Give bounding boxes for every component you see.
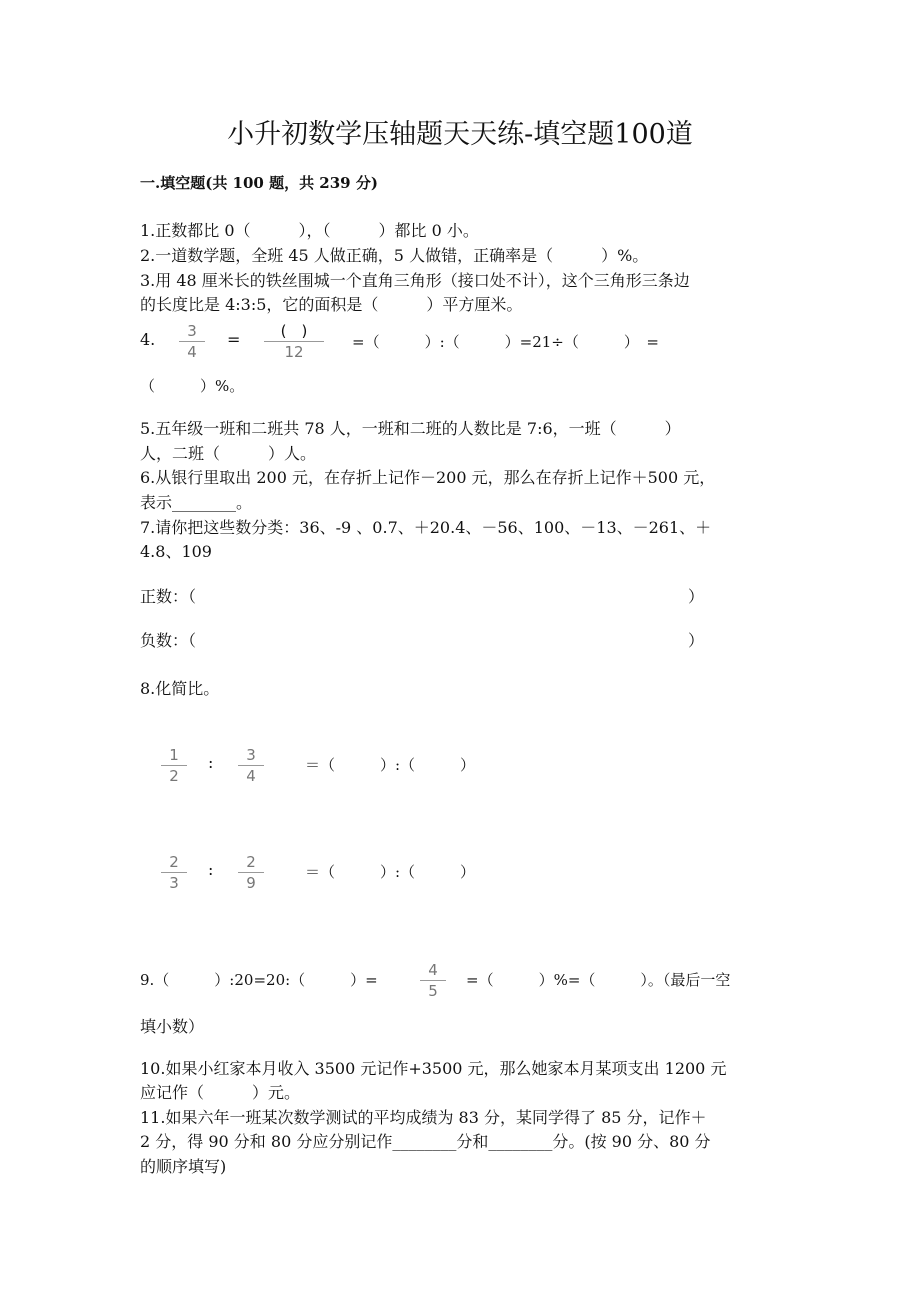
question-11-line-2: 2 分，得 90 分和 80 分应分别记作________分和________分。(按 90 分、80 分 [140, 1132, 711, 1151]
question-7-line-2: 4.8、109 [140, 542, 212, 561]
ratio-colon: : [208, 753, 214, 772]
page-title: 小升初数学压轴题天天练-填空题100道 [227, 119, 693, 150]
numerator: 1 [169, 746, 179, 764]
ratio-answer-2: ＝（ ）:（ ） [305, 863, 476, 881]
fraction-2-9 [236, 853, 266, 892]
numerator: ( ) [280, 322, 308, 340]
denominator: 3 [169, 874, 179, 892]
numerator: 4 [428, 961, 438, 979]
denominator: 4 [187, 343, 197, 361]
fraction-bar [264, 341, 324, 342]
question-6-line-1: 6.从银行里取出 200 元，在存折上记作－200 元，那么在存折上记作＋500 元， [140, 468, 716, 487]
denominator: 2 [169, 767, 179, 785]
fraction-1-2 [159, 746, 189, 785]
fraction-bar [238, 872, 264, 873]
question-4-rest: =（ ）:（ ）=21÷（ ） = [352, 333, 659, 351]
denominator: 5 [428, 982, 438, 1000]
equals-sign: = [227, 330, 241, 349]
denominator: 9 [246, 874, 256, 892]
numerator: 3 [187, 322, 197, 340]
fraction-3-4 [236, 746, 266, 785]
question-1: 1.正数都比 0（ ），（ ）都比 0 小。 [140, 221, 479, 240]
ratio-answer-1: ＝（ ）:（ ） [305, 756, 476, 774]
question-10-line-2: 应记作（ ）元。 [140, 1083, 301, 1102]
fraction-bar [179, 341, 205, 342]
question-10-line-1: 10.如果小红家本月收入 3500 元记作+3500 元，那么她家本月某项支出 1200 元 [140, 1059, 727, 1078]
positive-close: ） [688, 587, 705, 606]
question-9-right: =（ ）%=（ ）。（最后一空 [466, 971, 731, 989]
negative-label: 负数：（ [140, 631, 197, 650]
denominator: 12 [284, 343, 304, 361]
question-4-number: 4. [140, 330, 156, 349]
fraction-3-4 [177, 322, 207, 361]
question-6-line-2: 表示________。 [140, 493, 253, 512]
numerator: 3 [246, 746, 256, 764]
ratio-colon: : [208, 860, 214, 879]
fraction-bar [161, 765, 187, 766]
question-7-line-1: 7.请你把这些数分类：36、-9 、0.7、＋20.4、－56、100、－13、－261、＋ [140, 518, 712, 537]
denominator: 4 [246, 767, 256, 785]
fraction-bar [161, 872, 187, 873]
numerator: 2 [246, 853, 256, 871]
question-5-line-2: 人，二班（ ）人。 [140, 444, 317, 463]
question-3-line-1: 3.用 48 厘米长的铁丝围城一个直角三角形（接口处不计），这个三角形三条边 [140, 271, 690, 290]
question-5-line-1: 5.五年级一班和二班共 78 人，一班和二班的人数比是 7:6，一班（ ） [140, 419, 681, 438]
question-4-line-2: （ ）%。 [140, 377, 245, 395]
positive-label: 正数：（ [140, 587, 197, 606]
section-heading: 一.填空题(共 100 题，共 239 分) [140, 174, 378, 192]
fraction-2-3 [159, 853, 189, 892]
fraction-blank-12 [262, 322, 326, 361]
question-9-line-2: 填小数） [140, 1017, 205, 1036]
question-8: 8.化简比。 [140, 679, 220, 698]
question-9-left: 9.（ ）:20=20:（ ）= [140, 971, 378, 989]
question-3-line-2: 的长度比是 4:3:5，它的面积是（ ）平方厘米。 [140, 295, 523, 314]
question-11-line-1: 11.如果六年一班某次数学测试的平均成绩为 83 分，某同学得了 85 分，记作＋ [140, 1108, 707, 1127]
fraction-bar [420, 980, 446, 981]
question-2: 2.一道数学题，全班 45 人做正确，5 人做错，正确率是（ ）%。 [140, 246, 649, 265]
numerator: 2 [169, 853, 179, 871]
negative-close: ） [688, 631, 705, 650]
question-11-line-3: 的顺序填写) [140, 1157, 227, 1176]
fraction-bar [238, 765, 264, 766]
fraction-4-5 [418, 961, 448, 1000]
